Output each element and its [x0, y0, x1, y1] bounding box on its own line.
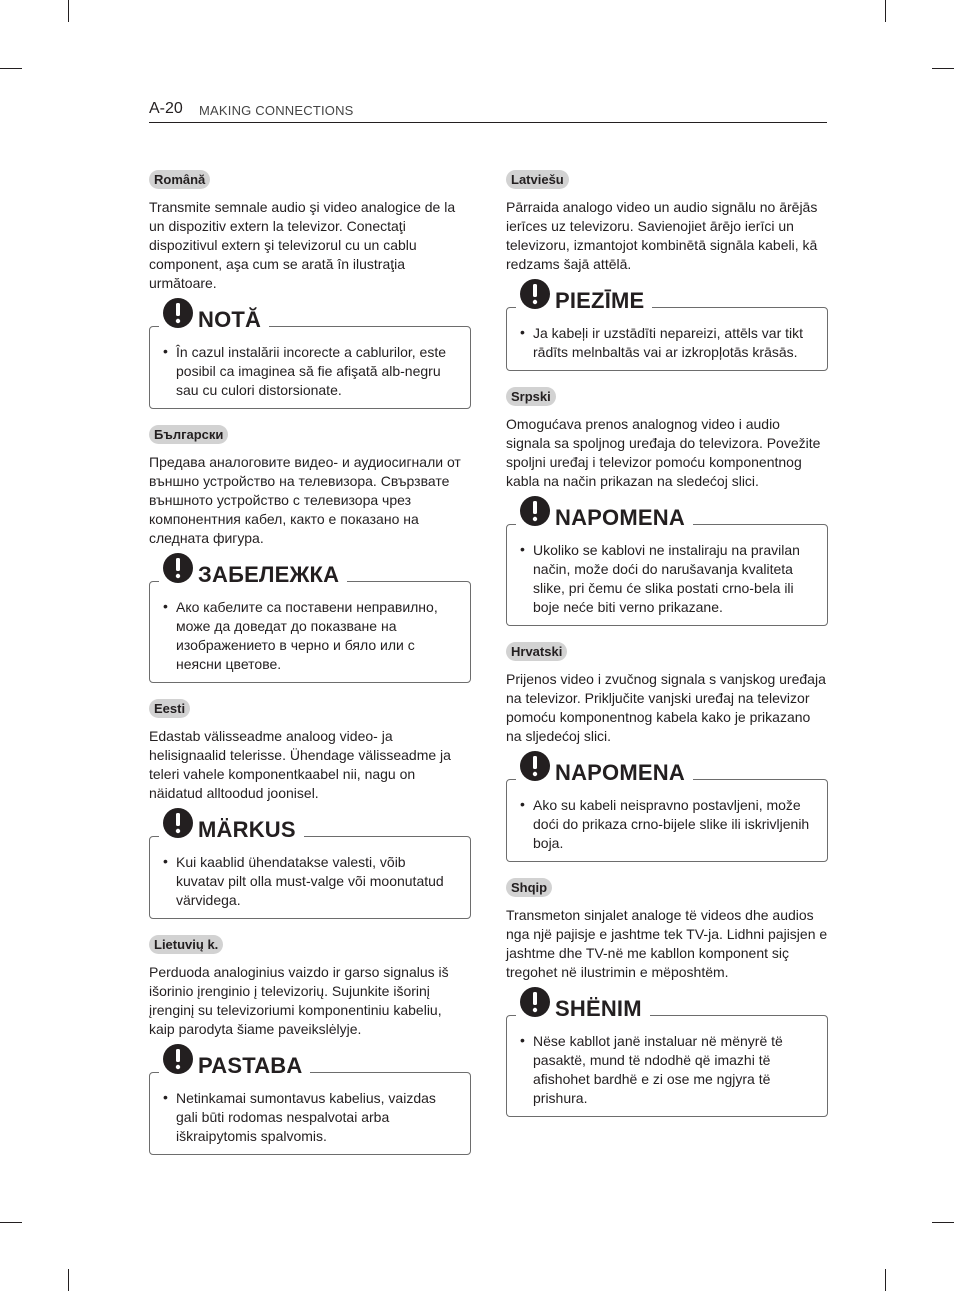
crop-mark: [0, 1222, 22, 1223]
note-box: [149, 1052, 471, 1155]
note-title: NOTĂ: [198, 306, 262, 332]
note-title: NAPOMENA: [555, 759, 685, 785]
description-text: Prijenos video i zvučnog signala s vanjskog uređaja na televizor. Priključite vanjski uređaj na televizor pomoću komponentnog kabela kako je prikazano na sljedećoj slici.: [506, 671, 826, 744]
note-header: [159, 558, 347, 590]
language-section: [506, 170, 828, 371]
language-section: [149, 170, 471, 409]
note-box: [506, 995, 828, 1117]
note-text: Netinkamai sumontavus kabelius, vaizdas gali būti rodomas nespalvotai arba iškraipytomis spalvomis.: [176, 1090, 436, 1144]
note-header: [516, 992, 650, 1024]
note-text: În cazul instalării incorecte a cablurilor, este posibil ca imaginea să fie afişată alb-negru sau cu culori distorsionate.: [176, 344, 447, 398]
note-title: SHËNIM: [555, 995, 642, 1021]
note-text: Ja kabeļi ir uzstādīti nepareizi, attēls var tikt rādīts melnbaltās vai ar izkropļotās krāsās.: [533, 325, 804, 360]
language-section: [506, 387, 828, 626]
note-header: [159, 303, 269, 335]
bullet-point: •: [163, 853, 168, 869]
description-text: Pārraida analogo video un audio signālu no ārējās ierīces uz televizoru. Savienojiet ārējo ierīci un televizoru, izmantojot kombinētā signāla kabeli, kā redzams šajā attēlā.: [506, 199, 818, 272]
left-column: [149, 170, 471, 1155]
language-label: Български: [149, 425, 228, 444]
language-section: [506, 878, 828, 1117]
crop-mark: [68, 1269, 69, 1291]
exclamation-icon: [520, 987, 550, 1017]
note-title: MÄRKUS: [198, 816, 296, 842]
page-header: [149, 100, 827, 123]
language-section: [149, 935, 471, 1155]
note-header: [516, 284, 652, 316]
note-box: [149, 816, 471, 919]
crop-mark: [68, 0, 69, 22]
note-box: [506, 759, 828, 862]
language-label: Hrvatski: [506, 642, 567, 661]
crop-mark: [885, 0, 886, 22]
note-box: [149, 561, 471, 683]
exclamation-icon: [163, 1044, 193, 1074]
bullet-point: •: [520, 1032, 525, 1048]
language-label: Latviešu: [506, 170, 569, 189]
bullet-point: •: [520, 541, 525, 557]
description-text: Transmite semnale audio şi video analogice de la un dispozitiv extern la televizor. Conectaţi dispozitivul extern şi televizorul cu un cablu component, aşa cum se arată în ilustraţia următoare.: [149, 199, 456, 291]
description-text: Perduoda analoginius vaizdo ir garso signalus iš išorinio įrenginio į televizorių. Sujunkite išorinį įrenginį su televizoriumi komponentiniu kabeliu, kaip parodyta šiame paveikslėlyje.: [149, 964, 449, 1037]
note-text: Nëse kabllot janë instaluar në mënyrë të pasaktë, mund të ndodhë që imazhi të afishohet bardhë e zi ose me ngjyra të prishura.: [533, 1033, 783, 1106]
description-text: Предава аналоговите видео- и аудиосигнали от външно устройство на телевизора. Свързвате външното устройство с телевизора чрез компонентния кабел, както е показано на следната фигура.: [149, 454, 461, 546]
language-section: [506, 642, 828, 862]
exclamation-icon: [520, 496, 550, 526]
language-section: [149, 699, 471, 919]
language-label: Shqip: [506, 878, 552, 897]
section-title: MAKING CONNECTIONS: [199, 103, 354, 118]
language-section: [149, 425, 471, 683]
exclamation-icon: [520, 279, 550, 309]
right-column: [506, 170, 828, 1117]
bullet-point: •: [520, 796, 525, 812]
note-text: Ukoliko se kablovi ne instaliraju na pravilan način, može doći do narušavanja kvaliteta slike, pri čemu će slika postati crno-bela ili boje neće biti verno prikazane.: [533, 542, 800, 615]
language-label: Lietuvių k.: [149, 935, 223, 954]
page-number: A-20: [149, 100, 183, 117]
note-title: PASTABA: [198, 1052, 303, 1078]
note-header: [159, 813, 304, 845]
description-text: Edastab välisseadme analoog video- ja helisignaalid telerisse. Ühendage välisseadme ja teleri vahele komponentkaabel nii, nagu on näidatud alltoodud joonisel.: [149, 728, 451, 801]
note-text: Kui kaablid ühendatakse valesti, võib kuvatav pilt olla must-valge või moonutatud värvidega.: [176, 854, 444, 908]
note-header: [516, 756, 693, 788]
note-text: Ако кабелите са поставени неправилно, може да доведат до показване на изображението в черно и бяло или с неясни цветове.: [176, 599, 438, 672]
bullet-point: •: [163, 1089, 168, 1105]
note-title: PIEZĪME: [555, 287, 645, 313]
note-header: [159, 1049, 310, 1081]
exclamation-icon: [163, 298, 193, 328]
language-label: Srpski: [506, 387, 556, 406]
language-label: Eesti: [149, 699, 190, 718]
exclamation-icon: [520, 751, 550, 781]
crop-mark: [0, 68, 22, 69]
note-title: ЗАБЕЛЕЖКА: [198, 561, 340, 587]
note-box: [506, 287, 828, 371]
note-box: [149, 306, 471, 409]
crop-mark: [932, 68, 954, 69]
language-label: Română: [149, 170, 210, 189]
bullet-point: •: [520, 324, 525, 340]
note-header: [516, 501, 693, 533]
note-text: Ako su kabeli neispravno postavljeni, može doći do prikaza crno-bijele slike ili iskrivljenih boja.: [533, 797, 810, 851]
crop-mark: [885, 1269, 886, 1291]
description-text: Transmeton sinjalet analoge të videos dhe audios nga një pajisje e jashtme tek TV-ja. Lidhni pajisjen e jashtme dhe TV-në me kabllon komponent siç tregohet në ilustrimin e mëposhtëm.: [506, 907, 828, 980]
description-text: Omogućava prenos analognog video i audio signala sa spoljnog uređaja do televizora. Povežite spoljni uređaj i televizor pomoću komponentnog kabla na način prikazan na sledećoj slici.: [506, 416, 821, 489]
bullet-point: •: [163, 343, 168, 359]
note-title: NAPOMENA: [555, 504, 685, 530]
exclamation-icon: [163, 808, 193, 838]
crop-mark: [932, 1222, 954, 1223]
bullet-point: •: [163, 598, 168, 614]
exclamation-icon: [163, 553, 193, 583]
note-box: [506, 504, 828, 626]
